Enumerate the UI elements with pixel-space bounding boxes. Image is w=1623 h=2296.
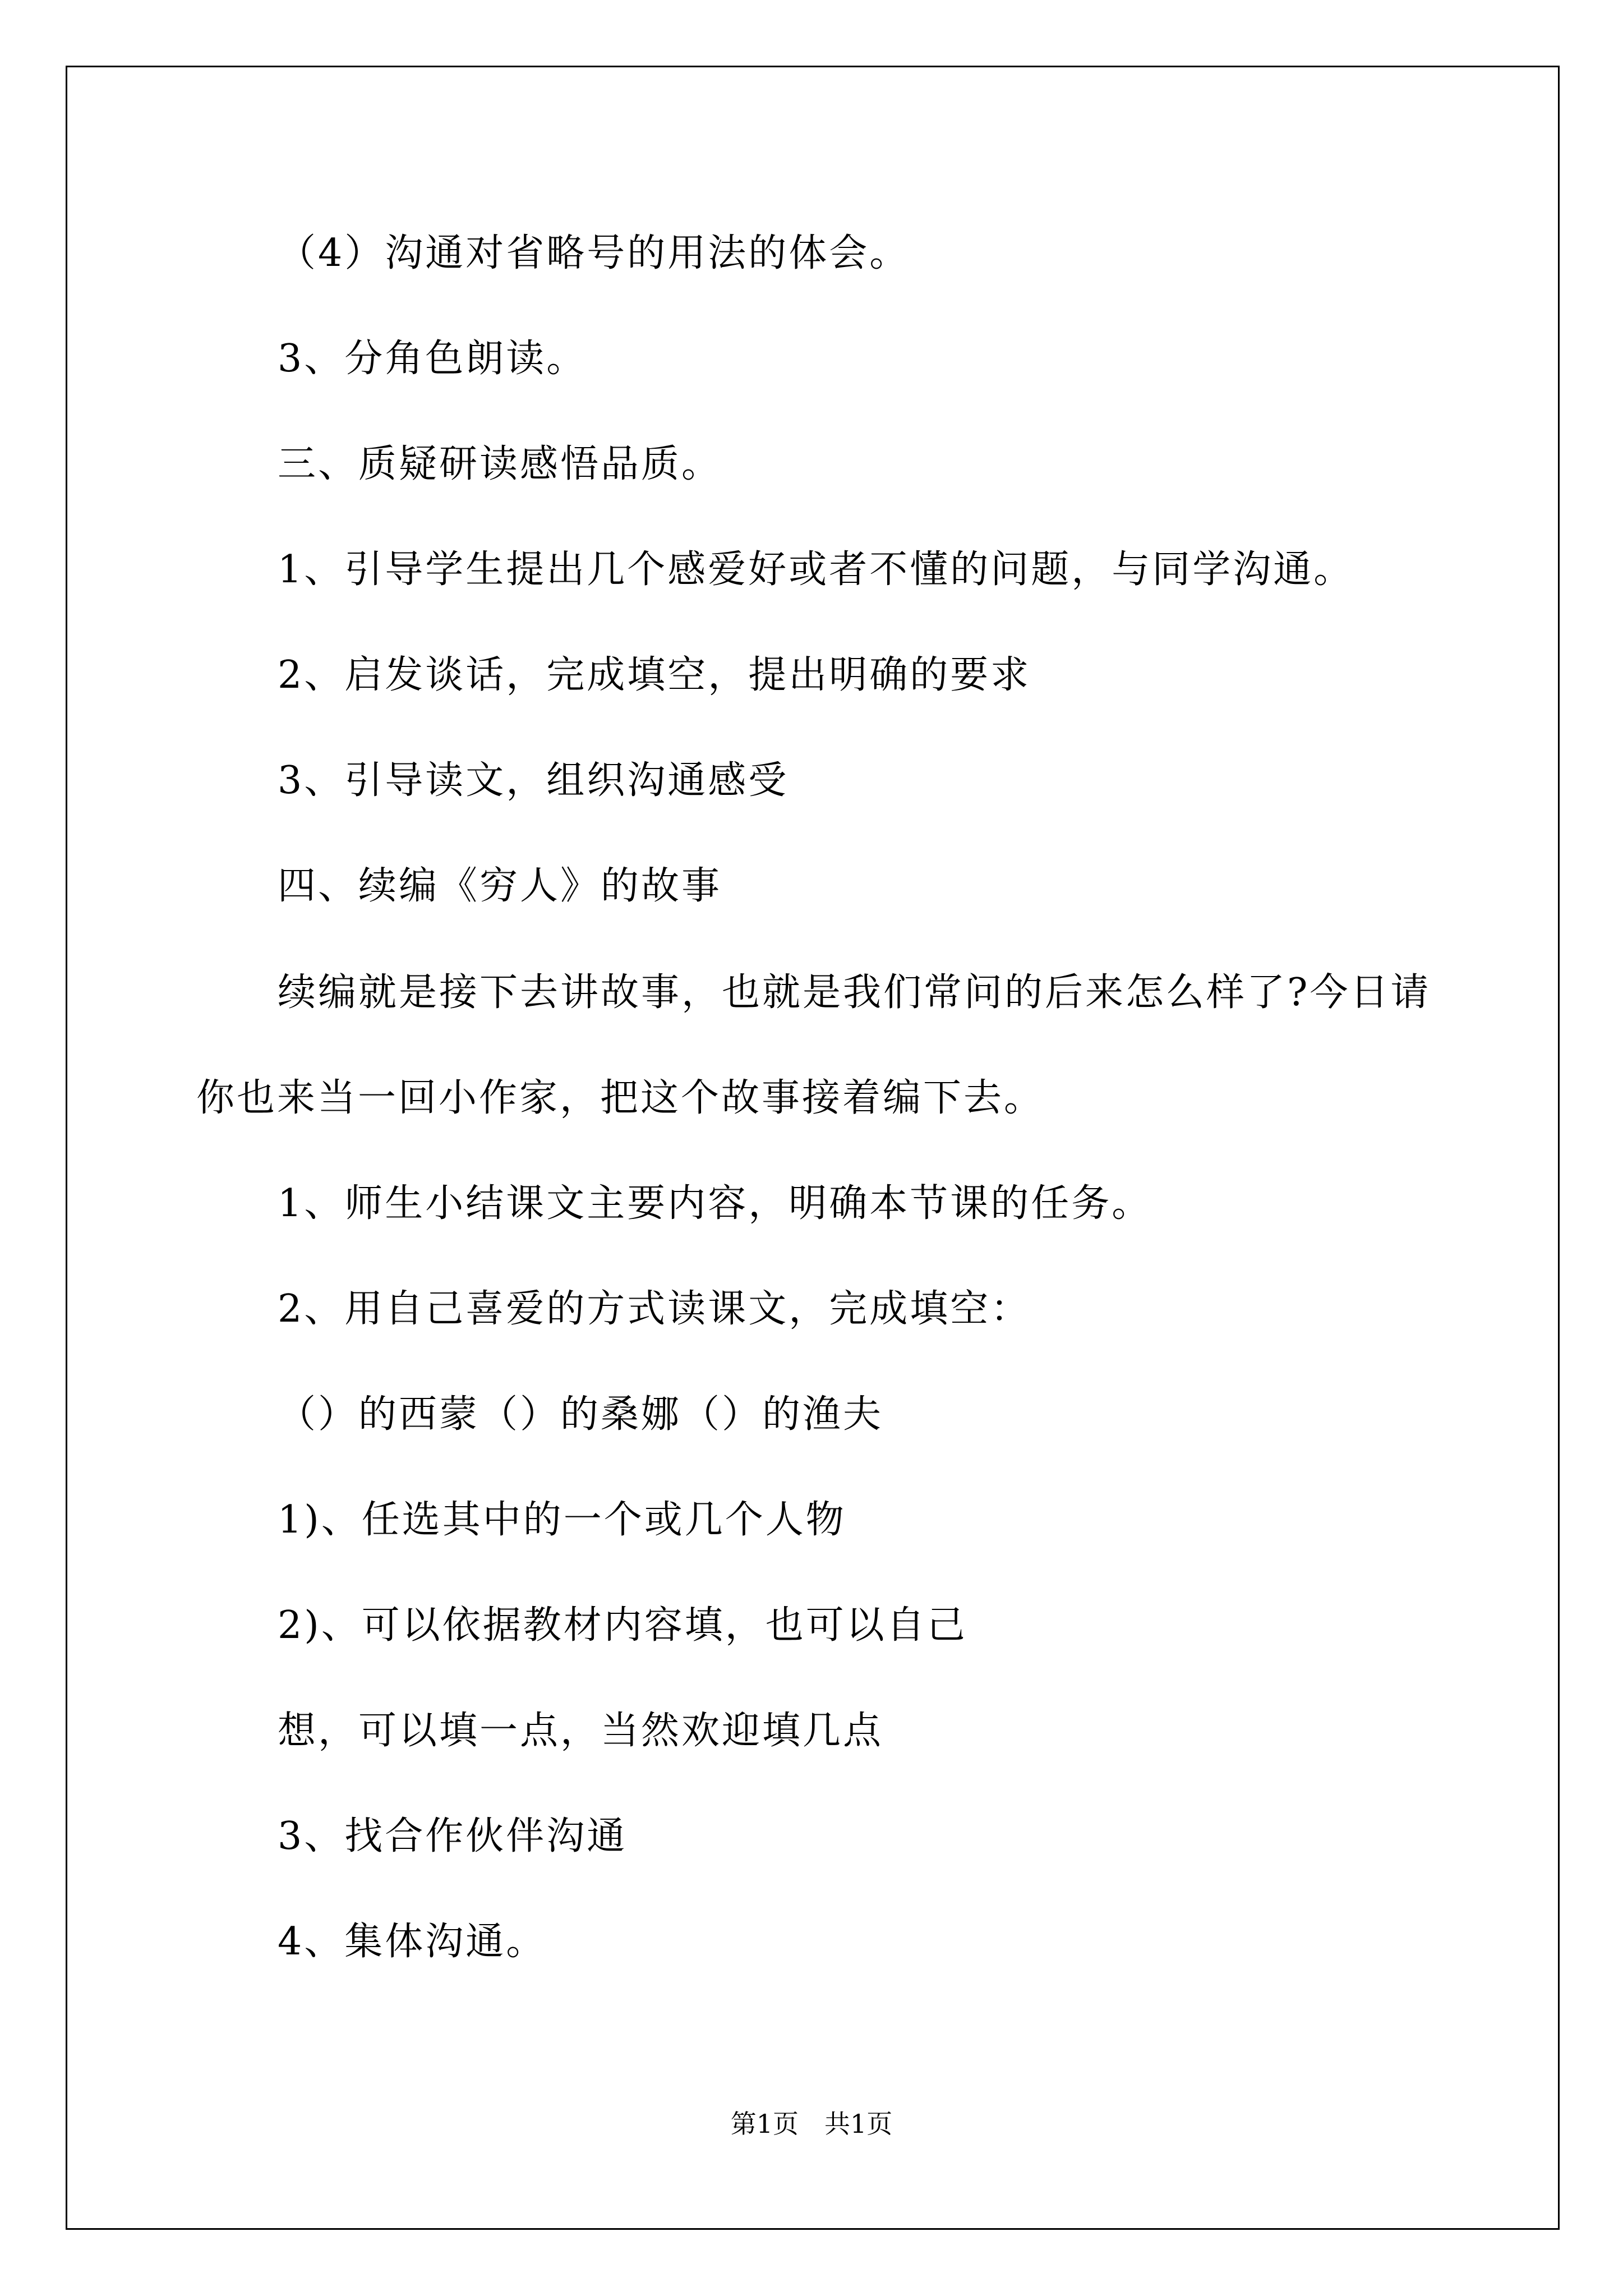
text-line: 四、续编《穷人》的故事 <box>278 864 722 908</box>
text-line: 1、引导学生提出几个感爱好或者不懂的问题，与同学沟通。 <box>278 547 1354 592</box>
text-line: 续编就是接下去讲故事，也就是我们常问的后来怎么样了?今日请 <box>278 970 1431 1015</box>
text-line: 4、集体沟通。 <box>278 1920 547 1964</box>
text-line: （）的西蒙（）的桑娜（）的渔夫 <box>278 1392 884 1437</box>
page-footer: 第1页 共1页 <box>730 2109 893 2139</box>
text-line: 3、引导读文，组织沟通感受 <box>278 758 789 803</box>
text-line: 三、质疑研读感悟品质。 <box>278 442 722 486</box>
text-line: 3、分角色朗读。 <box>278 337 587 381</box>
text-line: 1)、任选其中的一个或几个人物 <box>278 1498 846 1542</box>
text-line: 想，可以填一点，当然欢迎填几点 <box>278 1709 884 1753</box>
page-border <box>66 66 1560 2230</box>
text-line: 2)、可以依据教材内容填，也可以自己 <box>278 1603 967 1648</box>
text-line: 3、找合作伙伴沟通 <box>278 1814 628 1858</box>
text-line: 1、师生小结课文主要内容，明确本节课的任务。 <box>278 1181 1152 1226</box>
text-line: 2、启发谈话，完成填空，提出明确的要求 <box>278 653 1031 697</box>
text-line: （4）沟通对省略号的用法的体会。 <box>278 231 910 275</box>
text-line: 2、用自己喜爱的方式读课文，完成填空： <box>278 1287 1031 1331</box>
text-line: 你也来当一回小作家，把这个故事接着编下去。 <box>196 1076 1045 1120</box>
